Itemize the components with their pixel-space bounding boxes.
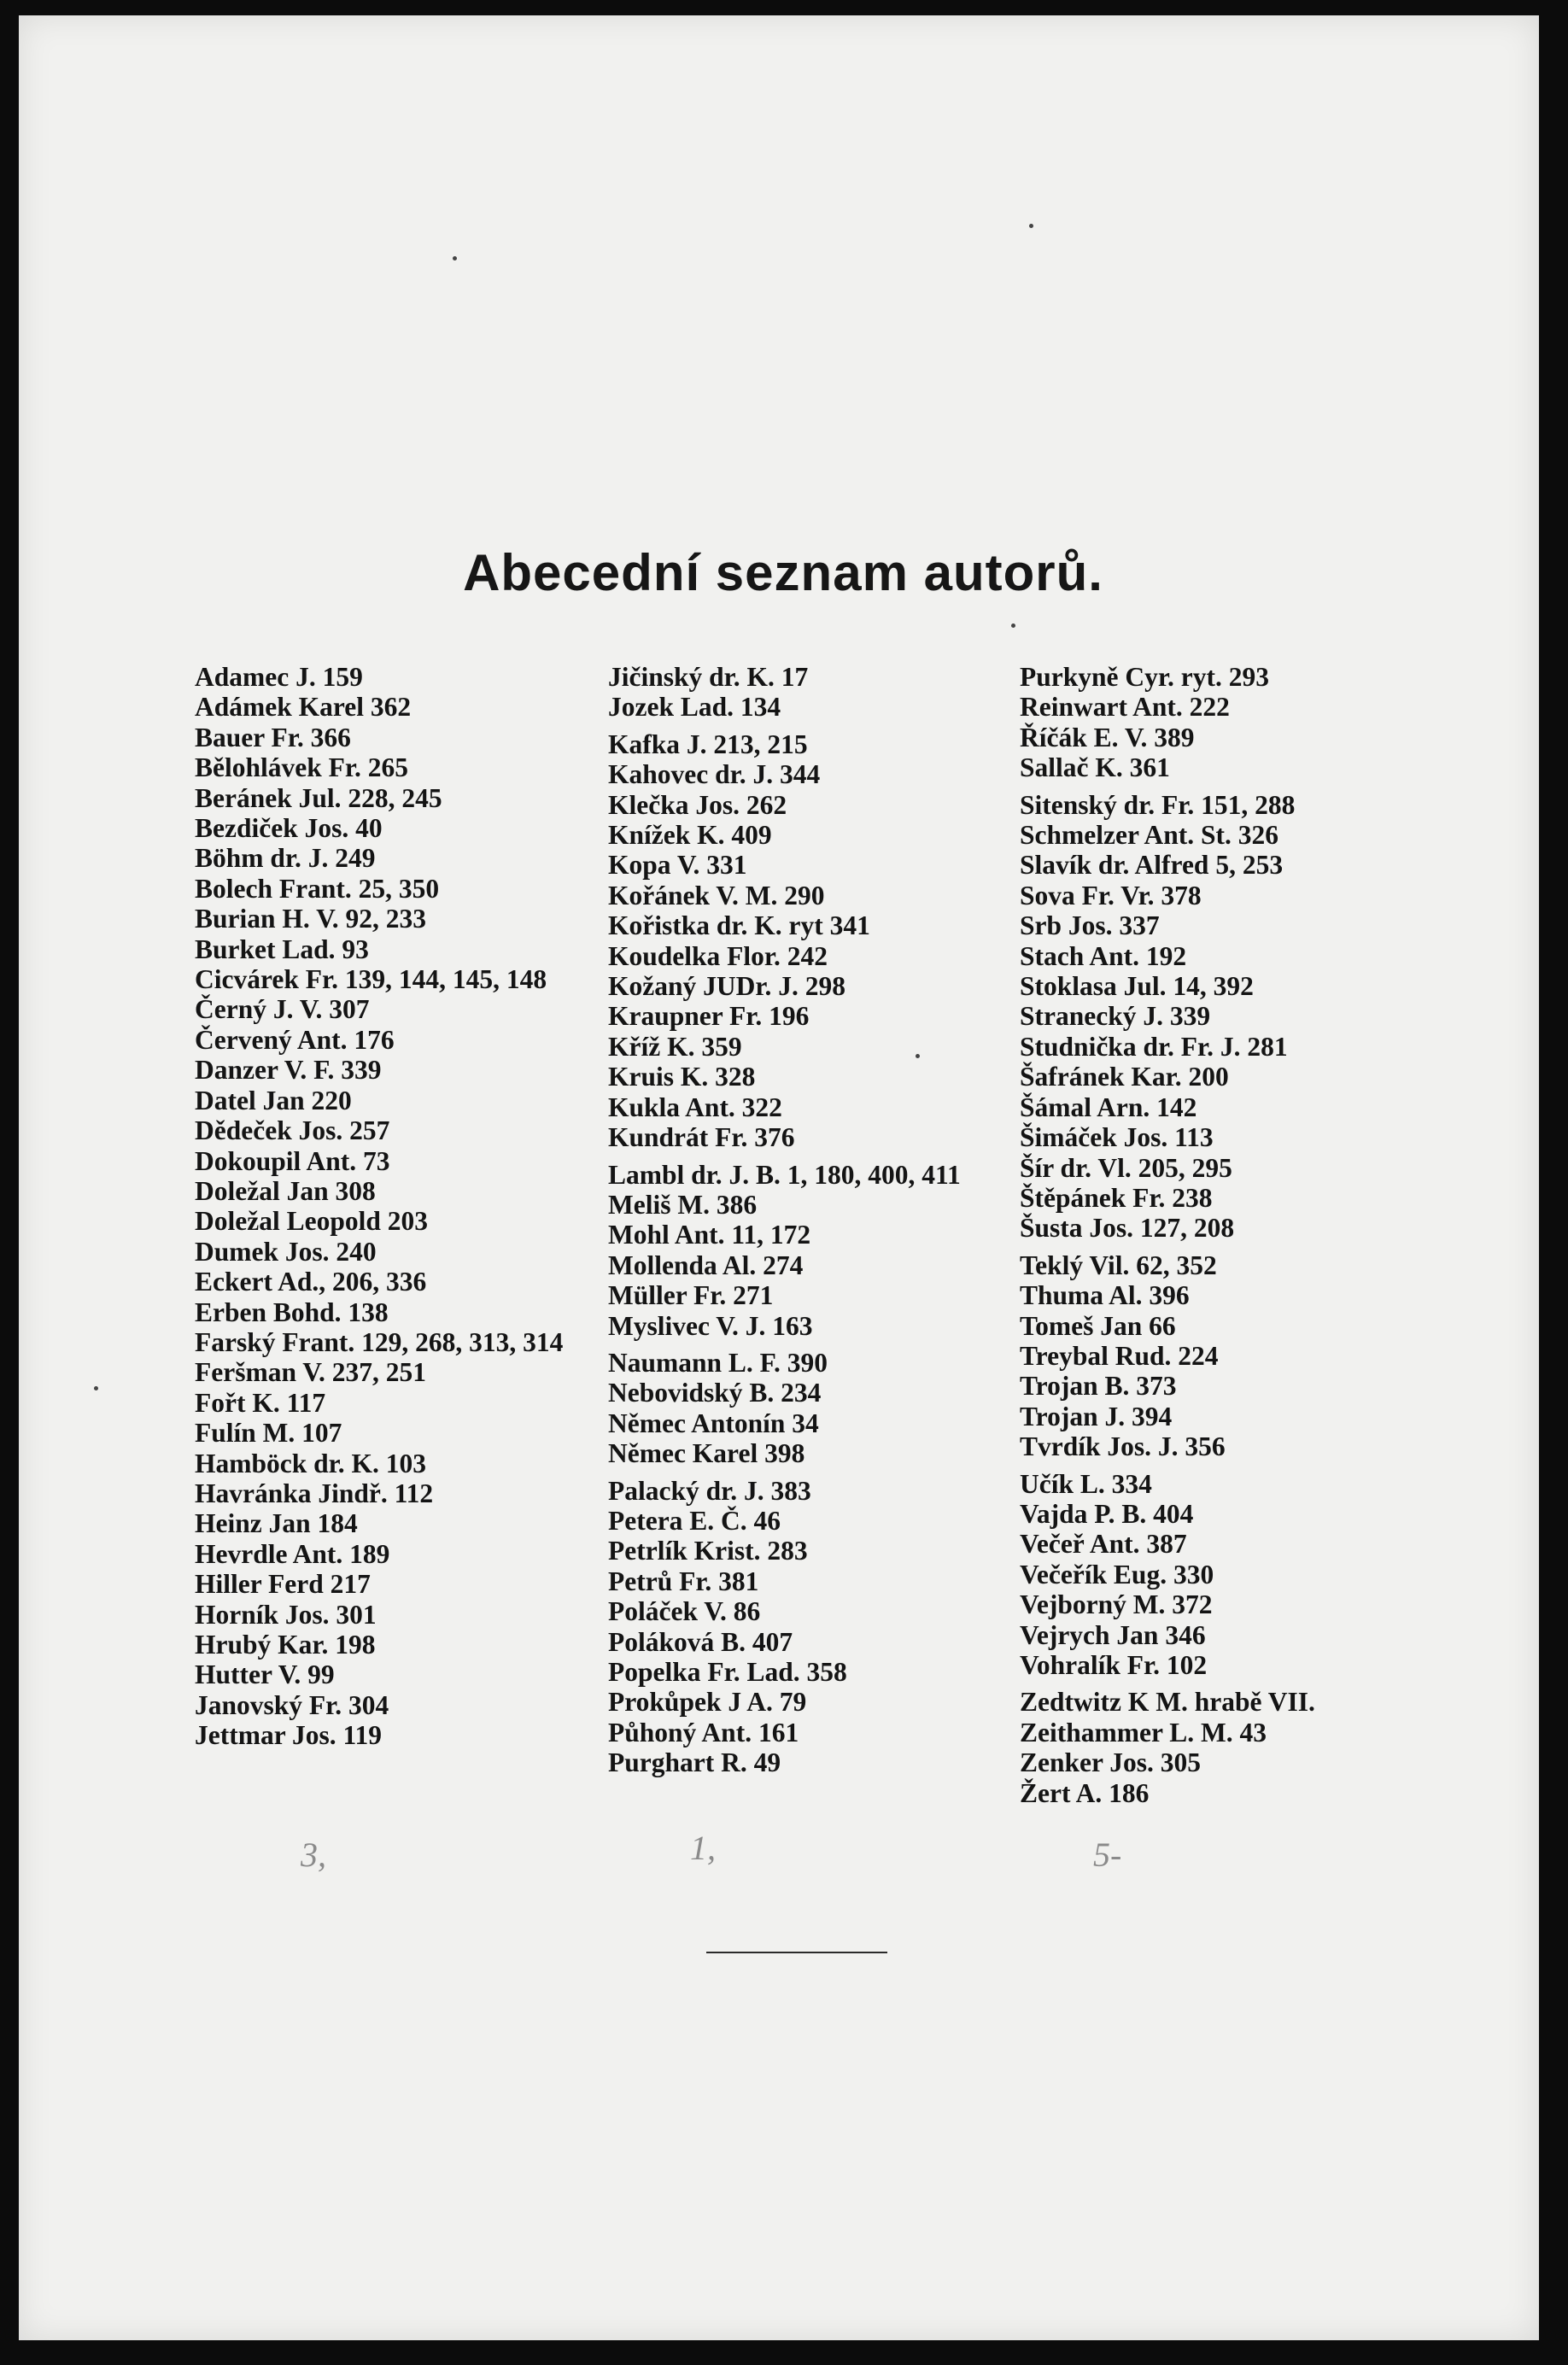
index-entry: Dědeček Jos. 257 bbox=[195, 1115, 390, 1146]
index-entry: Vejrych Jan 346 bbox=[1020, 1619, 1206, 1650]
index-entry: Lambl dr. J. B. 1, 180, 400, 411 bbox=[608, 1159, 961, 1190]
index-entry: Kahovec dr. J. 344 bbox=[608, 759, 821, 790]
index-entry: Naumann L. F. 390 bbox=[608, 1347, 828, 1378]
index-entry: Müller Fr. 271 bbox=[608, 1280, 774, 1311]
index-entry: Bolech Frant. 25, 350 bbox=[195, 873, 440, 904]
scan-speck bbox=[1011, 623, 1015, 628]
index-entry: Zedtwitz K M. hrabě VII. bbox=[1020, 1687, 1315, 1718]
index-entry: Hevrdle Ant. 189 bbox=[195, 1538, 390, 1569]
index-entry: Doležal Jan 308 bbox=[195, 1175, 376, 1206]
index-entry: Zeithammer L. M. 43 bbox=[1020, 1717, 1267, 1747]
index-entry: Černý J. V. 307 bbox=[195, 994, 370, 1025]
index-entry: Havránka Jindř. 112 bbox=[195, 1478, 434, 1508]
index-entry: Farský Frant. 129, 268, 313, 314 bbox=[195, 1326, 564, 1357]
index-entry: Stach Ant. 192 bbox=[1020, 940, 1187, 971]
index-entry: Kundrát Fr. 376 bbox=[608, 1122, 795, 1153]
page-title: Abecední seznam autorů. bbox=[463, 544, 1103, 601]
index-entry: Prokůpek J A. 79 bbox=[608, 1687, 807, 1718]
index-entry: Večeřík Eug. 330 bbox=[1020, 1559, 1214, 1589]
index-entry: Kořánek V. M. 290 bbox=[608, 880, 825, 910]
index-entry: Heinz Jan 184 bbox=[195, 1508, 358, 1539]
index-entry: Kožaný JUDr. J. 298 bbox=[608, 971, 845, 1002]
index-entry: Šusta Jos. 127, 208 bbox=[1020, 1213, 1235, 1244]
index-entry: Stoklasa Jul. 14, 392 bbox=[1020, 971, 1254, 1002]
index-entry: Bělohlávek Fr. 265 bbox=[195, 752, 408, 783]
index-entry: Mollenda Al. 274 bbox=[608, 1250, 804, 1280]
index-entry: Myslivec V. J. 163 bbox=[608, 1310, 813, 1341]
index-entry: Půhoný Ant. 161 bbox=[608, 1717, 799, 1747]
bottom-divider bbox=[706, 1952, 887, 1953]
index-entry: Tvrdík Jos. J. 356 bbox=[1020, 1431, 1226, 1462]
document-page bbox=[19, 15, 1539, 2340]
index-entry: Poláková B. 407 bbox=[608, 1626, 793, 1657]
index-entry: Burian H. V. 92, 233 bbox=[195, 904, 427, 934]
index-entry: Kafka J. 213, 215 bbox=[608, 729, 808, 759]
index-entry: Petrlík Krist. 283 bbox=[608, 1536, 808, 1566]
index-entry: Dumek Jos. 240 bbox=[195, 1236, 377, 1267]
index-entry: Dokoupil Ant. 73 bbox=[195, 1145, 390, 1176]
index-entry: Stranecký J. 339 bbox=[1020, 1001, 1211, 1032]
index-entry: Beránek Jul. 228, 245 bbox=[195, 782, 442, 813]
index-entry: Jettmar Jos. 119 bbox=[195, 1720, 383, 1751]
index-entry: Němec Antonín 34 bbox=[608, 1408, 819, 1438]
scan-speck bbox=[916, 1054, 920, 1058]
index-entry: Petrů Fr. 381 bbox=[608, 1566, 759, 1596]
index-entry: Žert A. 186 bbox=[1020, 1777, 1150, 1808]
index-entry: Hutter V. 99 bbox=[195, 1660, 335, 1690]
index-entry: Fulín M. 107 bbox=[195, 1418, 342, 1449]
index-entry: Koudelka Flor. 242 bbox=[608, 940, 828, 971]
scan-speck bbox=[1029, 224, 1033, 228]
index-entry: Slavík dr. Alfred 5, 253 bbox=[1020, 850, 1284, 881]
index-entry: Klečka Jos. 262 bbox=[608, 789, 787, 820]
index-entry: Bauer Fr. 366 bbox=[195, 722, 351, 752]
index-entry: Purkyně Cyr. ryt. 293 bbox=[1020, 662, 1269, 692]
index-entry: Červený Ant. 176 bbox=[195, 1024, 395, 1055]
index-entry: Datel Jan 220 bbox=[195, 1085, 352, 1115]
index-entry: Trojan B. 373 bbox=[1020, 1371, 1177, 1402]
index-entry: Tomeš Jan 66 bbox=[1020, 1310, 1176, 1341]
index-entry: Hamböck dr. K. 103 bbox=[195, 1448, 426, 1478]
author-column-2 bbox=[608, 662, 1009, 1778]
index-entry: Kříž K. 359 bbox=[608, 1031, 742, 1062]
index-entry: Kruis K. 328 bbox=[608, 1062, 756, 1092]
index-entry: Vohralík Fr. 102 bbox=[1020, 1650, 1208, 1680]
index-entry: Srb Jos. 337 bbox=[1020, 910, 1160, 941]
index-entry: Treybal Rud. 224 bbox=[1020, 1340, 1219, 1371]
scan-speck bbox=[94, 1386, 98, 1390]
author-column-3 bbox=[1020, 662, 1447, 1808]
index-entry: Večeř Ant. 387 bbox=[1020, 1529, 1187, 1560]
index-entry: Eckert Ad., 206, 336 bbox=[195, 1267, 427, 1297]
index-entry: Purghart R. 49 bbox=[608, 1747, 781, 1778]
index-entry: Horník Jos. 301 bbox=[195, 1599, 377, 1630]
index-entry: Fořt K. 117 bbox=[195, 1387, 326, 1418]
index-entry: Vejborný M. 372 bbox=[1020, 1589, 1213, 1620]
index-entry: Poláček V. 86 bbox=[608, 1596, 761, 1627]
index-entry: Zenker Jos. 305 bbox=[1020, 1747, 1202, 1778]
index-entry: Učík L. 334 bbox=[1020, 1468, 1152, 1499]
index-entry: Thuma Al. 396 bbox=[1020, 1280, 1190, 1311]
index-entry: Šafránek Kar. 200 bbox=[1020, 1062, 1229, 1092]
index-entry: Němec Karel 398 bbox=[608, 1438, 805, 1469]
index-entry: Hiller Ferd 217 bbox=[195, 1569, 371, 1600]
index-entry: Böhm dr. J. 249 bbox=[195, 843, 376, 874]
index-entry: Jičinský dr. K. 17 bbox=[608, 662, 809, 692]
index-entry: Teklý Vil. 62, 352 bbox=[1020, 1250, 1217, 1280]
index-entry: Bezdiček Jos. 40 bbox=[195, 813, 383, 844]
index-entry: Kořistka dr. K. ryt 341 bbox=[608, 910, 870, 941]
handwritten-mark: 5- bbox=[1093, 1835, 1122, 1874]
index-entry: Reinwart Ant. 222 bbox=[1020, 692, 1230, 723]
index-entry: Šír dr. Vl. 205, 295 bbox=[1020, 1152, 1232, 1183]
index-entry: Feršman V. 237, 251 bbox=[195, 1357, 426, 1388]
handwritten-mark: 3, bbox=[301, 1835, 326, 1874]
index-entry: Popelka Fr. Lad. 358 bbox=[608, 1657, 847, 1687]
index-entry: Knížek K. 409 bbox=[608, 820, 772, 851]
index-entry: Janovský Fr. 304 bbox=[195, 1689, 389, 1720]
index-entry: Danzer V. F. 339 bbox=[195, 1055, 382, 1086]
index-entry: Štěpánek Fr. 238 bbox=[1020, 1182, 1213, 1213]
index-entry: Palacký dr. J. 383 bbox=[608, 1475, 811, 1506]
index-entry: Šámal Arn. 142 bbox=[1020, 1092, 1197, 1122]
index-entry: Nebovidský B. 234 bbox=[608, 1378, 822, 1408]
handwritten-mark: 1, bbox=[690, 1829, 716, 1867]
index-entry: Šimáček Jos. 113 bbox=[1020, 1122, 1214, 1153]
index-entry: Schmelzer Ant. St. 326 bbox=[1020, 820, 1279, 851]
index-entry: Cicvárek Fr. 139, 144, 145, 148 bbox=[195, 964, 547, 995]
index-entry: Sova Fr. Vr. 378 bbox=[1020, 880, 1202, 910]
index-entry: Hrubý Kar. 198 bbox=[195, 1630, 376, 1660]
index-entry: Jozek Lad. 134 bbox=[608, 692, 781, 723]
index-entry: Říčák E. V. 389 bbox=[1020, 722, 1195, 752]
index-entry: Studnička dr. Fr. J. 281 bbox=[1020, 1031, 1288, 1062]
index-entry: Mohl Ant. 11, 172 bbox=[608, 1220, 811, 1250]
index-entry: Doležal Leopold 203 bbox=[195, 1206, 428, 1237]
index-entry: Erben Bohd. 138 bbox=[195, 1297, 389, 1327]
index-entry: Vajda P. B. 404 bbox=[1020, 1498, 1194, 1529]
index-entry: Adamec J. 159 bbox=[195, 662, 363, 692]
index-entry: Burket Lad. 93 bbox=[195, 934, 369, 964]
index-entry: Meliš M. 386 bbox=[608, 1189, 758, 1220]
index-entry: Petera E. Č. 46 bbox=[608, 1505, 781, 1536]
index-entry: Kukla Ant. 322 bbox=[608, 1092, 782, 1122]
scan-speck bbox=[453, 256, 457, 261]
index-entry: Sallač K. 361 bbox=[1020, 752, 1170, 783]
index-entry: Kopa V. 331 bbox=[608, 850, 747, 881]
index-entry: Kraupner Fr. 196 bbox=[608, 1001, 810, 1032]
index-entry: Trojan J. 394 bbox=[1020, 1401, 1173, 1431]
index-entry: Sitenský dr. Fr. 151, 288 bbox=[1020, 789, 1296, 820]
index-entry: Adámek Karel 362 bbox=[195, 692, 412, 723]
author-column-1 bbox=[195, 662, 596, 1751]
